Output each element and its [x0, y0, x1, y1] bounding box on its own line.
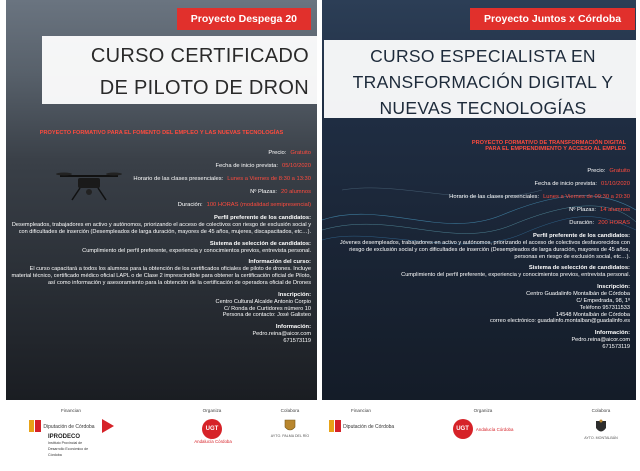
row-start-date: Fecha de inicio prevista: 01/10/2020: [534, 181, 630, 187]
organiza-col: Organiza UGT Andalucía Córdoba: [448, 408, 518, 439]
info-block: Información del curso: El curso capacitará a todos los alumnos para la obtención de los certificados oficiales de piloto de drones. Incluye material técnico, certificado médico oficial LAPL o de Clase 2 imprescindible para obtener la certificación oficial de Piloto, así como información y asesoramiento para la obtención de la certificación de operadora oficial de Drones: [11, 259, 311, 286]
inscription-block: Inscripción: Centro Cultural Alcalde Antonio Corpio C/ Ronda de Curtidores número 10 Persona de contacto: José Galisteo: [215, 291, 311, 319]
row-seats: Nº Plazas: 14 alumnos: [569, 207, 630, 213]
iprodeco-logo: [102, 419, 114, 434]
selection-block: Sistema de selección de candidatos: Cumplimiento del perfil preferente, experiencia y conocimientos previos, entrevista personal.: [82, 240, 311, 254]
financian-col: Financian Diputación de Córdoba IPRODECO Instituto Provincial de Desarrollo Económico de Córdoba: [16, 408, 126, 458]
selection-block: Sistema de selección de candidatos: Cumplimiento del perfil preferente, experiencia y conocimientos previos, entrevista personal.: [401, 265, 630, 279]
subtitle: PROYECTO FORMATIVO PARA EL FOMENTO DEL EMPLEO Y LAS NUEVAS TECNOLOGÍAS: [39, 130, 284, 136]
project-tag: Proyecto Juntos x Córdoba: [470, 8, 635, 30]
colabora-col: Colabora AYTO. PALMA DEL RÍO: [270, 408, 310, 438]
colabora-col: Colabora AYTO. MONTALBÁN: [584, 408, 618, 440]
financian-col: Financian Diputación de Córdoba: [326, 408, 396, 434]
title-line-1: CURSO ESPECIALISTA EN: [370, 46, 596, 66]
subtitle: PROYECTO FORMATIVO DE TRANSFORMACIÓN DIGITAL PARA EL EMPRENDIMIENTO Y ACCESO AL EMPLEO: [471, 140, 626, 152]
row-seats: Nº Plazas: 20 alumnos: [250, 189, 311, 195]
title-line-1: CURSO CERTIFICADO: [90, 45, 309, 67]
title-line-2: TRANSFORMACIÓN DIGITAL Y: [352, 72, 614, 92]
organiza-col: Organiza UGT Andalucía Córdoba: [194, 408, 232, 445]
title-line-3: NUEVAS TECNOLOGÍAS: [379, 98, 587, 118]
inscription-block: Inscripción: Centro Guadalinfo Montalbán de Córdoba C/ Empedrada, 98, 1º Teléfono 957311533 14548 Montalbán de Córdoba correo electrónico: guadalinfo.montalban@guadalinfo.es: [489, 284, 630, 325]
row-schedule: Horario de las clases presenciales: Lunes a Viernes de 09:30 a 20:30: [449, 194, 630, 200]
crest-icon: [595, 419, 607, 435]
information-block: Información: Pedro.reina@aicor.com 671573119: [571, 330, 630, 350]
details: [11, 150, 311, 350]
title-line-2: DE PILOTO DE DRON: [99, 77, 309, 99]
row-duration: Duración: 200 HORAS: [569, 220, 630, 226]
ugt-logo: UGT: [453, 419, 473, 439]
title-box: [324, 40, 636, 118]
poster-digital-course: [322, 0, 636, 400]
ugt-logo: UGT: [202, 419, 222, 439]
title-box: [42, 36, 317, 104]
diputacion-logo: [28, 419, 42, 434]
row-schedule: Horario de las clases presenciales: Lunes a Viernes de 8:30 a 13:30: [133, 176, 311, 182]
row-price: Precio: Gratuito: [587, 168, 630, 174]
information-block: Información: Pedro.reina@aicor.com 671573119: [252, 324, 311, 344]
row-price: Precio: Gratuito: [268, 150, 311, 156]
details: [330, 168, 630, 356]
diputacion-logo: [328, 419, 342, 434]
poster-drone-course: [6, 0, 317, 400]
project-tag: Proyecto Despega 20: [177, 8, 311, 30]
sponsors-left: [6, 400, 317, 471]
crest-icon: [284, 419, 296, 433]
sponsors-right: [322, 400, 636, 471]
row-start-date: Fecha de inicio prevista: 05/10/2020: [215, 163, 311, 169]
row-duration: Duración: 100 HORAS (modalidad semipresencial): [177, 202, 311, 208]
profile-block: Perfil preferente de los candidatos: Jóvenes desempleados, trabajadores en activo y autónomos, priorizando el acceso de colectivos desfavorecidos con riesgo de exclusión social y con dificultades de inserción (Desempleados de larga duración, mayores de 45 años, personas en riesgo de exclusión social, etc…).: [339, 233, 630, 260]
profile-block: Perfil preferente de los candidatos: Desempleados, trabajadores en activo y autónomos, priorizando el acceso de colectivos con riesgo de exclusión social y con dificultades de inserción (Desempleados de larga duración, mayores de 45 años, mujeres, discapacitados, etc…).: [11, 215, 311, 235]
iprodeco-text: IPRODECO Instituto Provincial de Desarrollo Económico de Córdoba: [48, 434, 89, 457]
